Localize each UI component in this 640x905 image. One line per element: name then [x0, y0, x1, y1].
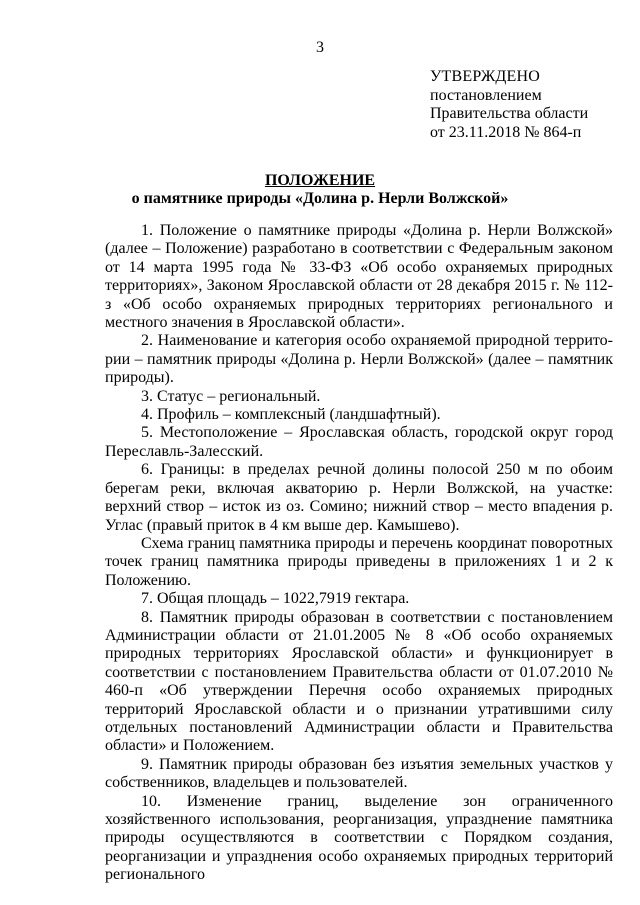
paragraph: 9. Памятник природы образован без изъятия земельных участков у собственников, владельцев и пользователей. [105, 755, 613, 792]
approval-block [430, 68, 630, 142]
paragraph: 7. Общая площадь – 1022,7919 гектара. [141, 590, 410, 608]
paragraph: 6. Границы: в пределах речной долины полосой 250 м по обоим берегам реки, включая акваторию р. Нерли Волжской, на участке: верхний створ – исток из оз. Сомино; нижний створ – место впадения р. Углас (правый приток в 4 км выше дер. Камышево). [105, 461, 613, 534]
approval-date-line: от 23.11.2018 № 864-п [430, 123, 582, 141]
approval-line: постановлением [430, 86, 542, 104]
paragraph: 8. Памятник природы образован в соответствии с постановлением Администрации области от 21.01.2005 № 8 «Об особо охраняемых природных территориях Ярославской области» и функционирует в соответствии с постановлением Правительства области от 01.07.2010 № 460-п «Об утверждении Перечня особо охраняемых природных территорий Ярославской области и о признании утратившими силу отдельных постановлений Администрации области и Правительства области» и Положением. [105, 608, 613, 755]
approval-line: Правительства области [430, 105, 589, 122]
paragraph: 4. Профиль – комплексный (ландшафтный). [141, 406, 441, 424]
paragraph: 10. Изменение границ, выделение зон ограниченного хозяйственного использования, реорганизация, упразднение памятника природы осуществляются в соответствии с Порядком создания, реорганизации и упразднения особо охраняемых природных территорий регионального [105, 792, 613, 884]
document-body [105, 222, 613, 885]
paragraph: Схема границ памятника природы и перечень координат поворотных точек границ памятника природы приведены в приложениях 1 и 2 к Положению. [105, 534, 613, 589]
approval-heading: УТВЕРЖДЕНО [430, 68, 541, 85]
paragraph: 3. Статус – региональный. [141, 387, 321, 405]
paragraph: 2. Наименование и категория особо охраняемой природной террито-рии – памятник природы «Долина р. Нерли Волжской» (далее – памятник природы). [105, 332, 613, 387]
paragraph: 5. Местоположение – Ярославская область, городской округ город Переславль-Залесский. [105, 424, 613, 460]
document-subtitle: о памятнике природы «Долина р. Нерли Волжской» [131, 190, 509, 207]
document-title: ПОЛОЖЕНИЕ [264, 172, 376, 189]
page-number: 3 [316, 39, 324, 56]
paragraph: 1. Положение о памятнике природы «Долина р. Нерли Волжской» (далее – Положение) разработано в соответствии с Федеральным законом от 14 марта 1995 года № 33-ФЗ «Об особо охраняемых природных территориях», Законом Ярославской области от 28 декабря 2015 г. № 112-з «Об особо охраняемых природных территориях регионального и местного значения в Ярославской области». [105, 222, 613, 332]
